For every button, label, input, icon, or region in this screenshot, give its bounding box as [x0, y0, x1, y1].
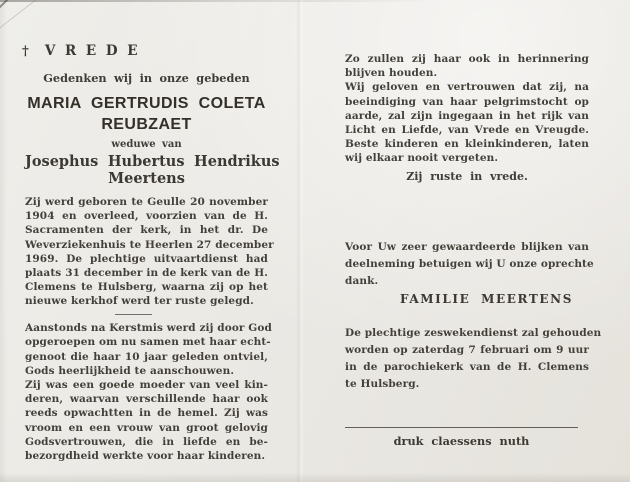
text-line: 1969. De plechtige uitvaartdienst had: [25, 252, 268, 265]
text-line: Licht en Liefde, van Vrede en Vreugde.: [345, 124, 589, 137]
text-line: reeds opwachtten in de hemel. Zij was: [25, 407, 268, 420]
text-line: genoot die haar 10 jaar geleden ontviel,: [25, 350, 268, 363]
text-line: in de parochiekerk van de H. Clemens: [345, 360, 589, 373]
printer-credit: druk claessens nuth: [393, 434, 530, 449]
center-fold-crease: [296, 0, 304, 482]
scan-top-edge-artifact: [0, 0, 440, 2]
vrede-header: [22, 43, 268, 59]
left-page: [22, 40, 280, 463]
text-line: vroom en een vrouw van groot gelovig: [25, 421, 268, 434]
text-line: De plechtige zeswekendienst zal gehouden: [345, 326, 602, 339]
text-line: Aanstonds na Kerstmis werd zij door God: [25, 322, 272, 335]
husband-name-line2: Meertens: [108, 169, 185, 187]
text-line: blijven houden.: [345, 67, 438, 80]
eulogy-paragraph-2: [25, 378, 268, 463]
deceased-name-line2: REUBZAET: [101, 115, 192, 133]
rest-in-peace-line: Zij ruste in vrede.: [406, 169, 528, 183]
widow-of-label: weduwe van: [111, 139, 182, 150]
section-divider: [115, 314, 152, 316]
text-line: bezorgdheid werkte voor haar kinderen.: [25, 449, 266, 462]
text-line: Zij was een goede moeder van veel kin-: [25, 378, 268, 391]
printer-divider: [345, 427, 578, 429]
text-line: deelneming betuigen wij U onze oprechte: [345, 257, 594, 270]
right-page: [345, 40, 602, 449]
text-line: Sacramenten der kerk, in het dr. De: [25, 224, 268, 237]
scan-bottom-shade: [0, 473, 630, 482]
remembrance-paragraph-2: [345, 80, 589, 165]
text-line: Godsvertrouwen, die in liefde en be-: [25, 435, 268, 448]
text-line: 1904 en overleed, voorzien van de H.: [25, 210, 268, 223]
family-signature: FAMILIE MEERTENS: [399, 291, 573, 306]
husband-name-line1: Josephus Hubertus Hendrikus: [25, 153, 280, 170]
text-line: nieuwe kerkhof werd ter ruste gelegd.: [25, 295, 254, 308]
cross-icon: †: [22, 44, 29, 59]
thanks-paragraph: [345, 239, 594, 290]
text-line: Voor Uw zeer gewaardeerde blijken van: [345, 240, 589, 253]
text-line: Gods heerlijkheid te aanschouwen.: [25, 364, 235, 377]
text-line: Weverziekenhuis te Heerlen 27 december: [25, 238, 274, 251]
eulogy-paragraph-1: [25, 321, 272, 378]
intro-line: Gedenken wij in onze gebeden: [43, 71, 250, 85]
text-line: wij elkaar nooit vergeten.: [345, 152, 499, 165]
service-announcement-paragraph: [345, 325, 602, 393]
text-line: Wij geloven en vertrouwen dat zij, na: [345, 81, 589, 94]
text-line: beeindiging van haar pelgrimstocht op: [345, 95, 589, 108]
text-line: te Hulsberg.: [345, 377, 420, 390]
text-line: plaats 31 december in de kerk van de H.: [25, 267, 268, 280]
text-line: Zo zullen zij haar ook in herinnering: [345, 53, 589, 65]
biography-paragraph: [25, 195, 274, 309]
text-line: Beste kinderen en kleinkinderen, laten: [345, 138, 589, 151]
remembrance-paragraph-1: [345, 52, 589, 80]
text-line: worden op zaterdag 7 februari om 9 uur: [345, 343, 589, 356]
vrede-title: V R E D E: [44, 43, 141, 59]
deceased-name-line1: MARIA GERTRUDIS COLETA: [27, 95, 266, 112]
scan-left-shade: [0, 0, 7, 482]
text-line: deren, waarvan verschillende haar ook: [25, 393, 268, 406]
text-line: opgeroepen om nu samen met haar echt-: [25, 336, 271, 349]
text-line: aarde, zal zijn ingegaan in het rijk van: [345, 109, 589, 122]
text-line: Zij werd geboren te Geulle 20 november: [25, 196, 268, 208]
text-line: Clemens te Hulsberg, waarna zij op het: [25, 281, 268, 294]
text-line: dank.: [345, 274, 379, 287]
